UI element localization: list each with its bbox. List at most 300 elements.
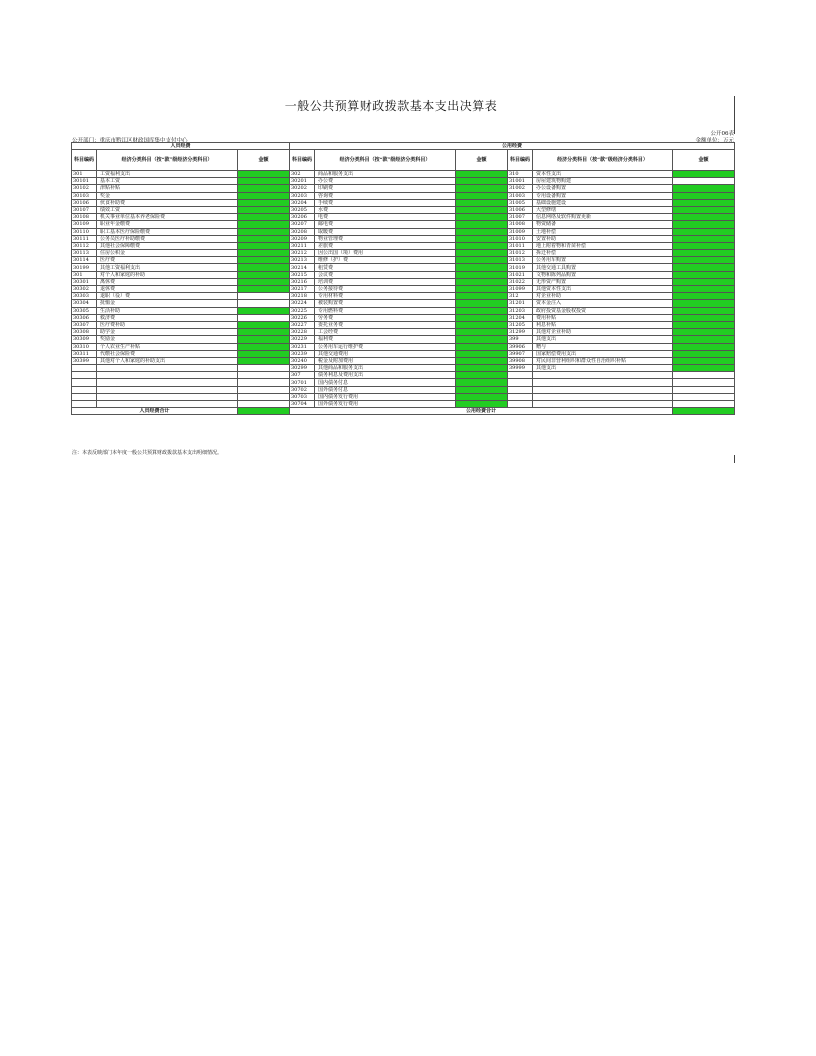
table-row — [72, 214, 735, 221]
cell-code: 30204 — [290, 199, 315, 206]
cell-name — [533, 372, 673, 379]
cell-amount — [456, 192, 508, 199]
header-name: 经济分类科目（按“款”级经济分类科目） — [97, 150, 238, 171]
cell-name: 基本工资 — [97, 178, 238, 185]
cell-amount — [673, 321, 735, 328]
cell-amount — [238, 343, 290, 350]
cell-code: 31204 — [508, 314, 533, 321]
cell-name: 劳务费 — [315, 314, 456, 321]
table-row — [72, 257, 735, 264]
personnel-total-label: 人员经费合计 — [72, 408, 238, 415]
cell-name: 其他对企业补助 — [533, 329, 673, 336]
cell-amount — [673, 343, 735, 350]
cell-code: 31006 — [508, 206, 533, 213]
cell-amount — [456, 242, 508, 249]
cell-amount — [673, 271, 735, 278]
table-row — [72, 264, 735, 271]
cell-name: 退职（役）费 — [97, 293, 238, 300]
cell-amount — [238, 221, 290, 228]
cell-amount — [238, 242, 290, 249]
cell-code — [508, 372, 533, 379]
cell-name: 租赁费 — [315, 264, 456, 271]
cell-name — [97, 393, 238, 400]
cell-code: 30208 — [290, 228, 315, 235]
cell-code: 30110 — [72, 228, 97, 235]
cell-amount — [238, 286, 290, 293]
header-code: 科目编码 — [508, 150, 533, 171]
cell-name: 被装购置费 — [315, 300, 456, 307]
cell-amount — [238, 228, 290, 235]
cell-name — [97, 401, 238, 408]
cell-name: 物资储备 — [533, 221, 673, 228]
cell-name: 国家赔偿费用支出 — [533, 350, 673, 357]
cell-code: 30308 — [72, 329, 97, 336]
cell-code: 39999 — [508, 365, 533, 372]
cell-code: 31005 — [508, 199, 533, 206]
table-row — [72, 278, 735, 285]
cell-code: 39907 — [508, 350, 533, 357]
cell-name: 政府投资基金股权投资 — [533, 307, 673, 314]
cell-name: 机关事业单位基本养老保险费 — [97, 214, 238, 221]
cell-code: 30203 — [290, 192, 315, 199]
cell-name: 会议费 — [315, 271, 456, 278]
org-label: 公开部门：重庆市黔江区财政国库集中支付中心 — [72, 138, 188, 144]
cell-name: 物业管理费 — [315, 235, 456, 242]
cell-code — [72, 401, 97, 408]
cell-code: 30304 — [72, 300, 97, 307]
table-row — [72, 171, 735, 178]
table-row — [72, 343, 735, 350]
cell-name: 公务用车运行维护费 — [315, 343, 456, 350]
cell-amount — [673, 379, 735, 386]
cell-amount — [673, 393, 735, 400]
cell-code: 30228 — [290, 329, 315, 336]
cell-amount — [238, 178, 290, 185]
cell-name: 离休费 — [97, 278, 238, 285]
cell-name: 差旅费 — [315, 242, 456, 249]
table-row — [72, 228, 735, 235]
cell-name: 印刷费 — [315, 185, 456, 192]
cell-amount — [238, 257, 290, 264]
cell-code — [72, 386, 97, 393]
cell-name: 咨询费 — [315, 192, 456, 199]
expenditure-table — [71, 142, 735, 415]
cell-name: 无形资产购置 — [533, 278, 673, 285]
cell-amount — [456, 393, 508, 400]
cell-amount — [238, 321, 290, 328]
cell-amount — [456, 401, 508, 408]
cell-name: 邮电费 — [315, 221, 456, 228]
cell-code: 30240 — [290, 357, 315, 364]
cell-amount — [673, 286, 735, 293]
cell-name: 债务利息及费用支出 — [315, 372, 456, 379]
header-code: 科目编码 — [72, 150, 97, 171]
cell-name — [533, 379, 673, 386]
cell-amount — [456, 199, 508, 206]
cell-code: 30399 — [72, 357, 97, 364]
cell-amount — [673, 250, 735, 257]
cell-code: 31008 — [508, 221, 533, 228]
cell-name: 其他支出 — [533, 336, 673, 343]
cell-amount — [456, 300, 508, 307]
table-row — [72, 250, 735, 257]
cell-name: 办公设备购置 — [533, 185, 673, 192]
table-row — [72, 365, 735, 372]
cell-amount — [456, 386, 508, 393]
cell-amount — [238, 300, 290, 307]
cell-amount — [673, 336, 735, 343]
cell-amount — [238, 307, 290, 314]
cell-code: 30207 — [290, 221, 315, 228]
cell-name: 津贴补贴 — [97, 185, 238, 192]
cell-amount — [673, 185, 735, 192]
cell-code: 31010 — [508, 235, 533, 242]
cell-name: 专用燃料费 — [315, 307, 456, 314]
cell-amount — [673, 228, 735, 235]
header-amount: 金额 — [673, 150, 735, 171]
cell-name: 代缴社会保险费 — [97, 350, 238, 357]
cell-code: 30229 — [290, 336, 315, 343]
table-row — [72, 393, 735, 400]
cell-code: 30703 — [290, 393, 315, 400]
cell-name: 生活补助 — [97, 307, 238, 314]
header-name: 经济分类科目（按“款”级经济分类科目） — [315, 150, 456, 171]
section-personnel: 人员经费 — [72, 143, 290, 150]
cell-code: 30309 — [72, 336, 97, 343]
cell-code: 30214 — [290, 264, 315, 271]
cell-amount — [456, 185, 508, 192]
cell-code: 30102 — [72, 185, 97, 192]
cell-code: 399 — [508, 336, 533, 343]
cell-code: 302 — [290, 171, 315, 178]
cell-code: 31007 — [508, 214, 533, 221]
cell-code: 31011 — [508, 242, 533, 249]
public-total-value — [673, 408, 735, 415]
section-public: 公用经费 — [290, 143, 735, 150]
cell-name: 公务接待费 — [315, 286, 456, 293]
cell-code: 30101 — [72, 178, 97, 185]
cell-code: 30106 — [72, 199, 97, 206]
cell-code: 30211 — [290, 242, 315, 249]
cell-code: 30306 — [72, 314, 97, 321]
cell-amount — [238, 314, 290, 321]
cell-amount — [238, 278, 290, 285]
table-row — [72, 192, 735, 199]
cell-name: 专用材料费 — [315, 293, 456, 300]
cell-code: 31022 — [508, 278, 533, 285]
cell-code: 30302 — [72, 286, 97, 293]
cell-code — [508, 393, 533, 400]
cell-code: 30301 — [72, 278, 97, 285]
cell-code: 30226 — [290, 314, 315, 321]
cell-amount — [673, 357, 735, 364]
cell-code: 30108 — [72, 214, 97, 221]
cell-code: 30206 — [290, 214, 315, 221]
cell-name: 赠与 — [533, 343, 673, 350]
cell-amount — [673, 264, 735, 271]
cell-name — [533, 393, 673, 400]
cell-name: 对个人和家庭的补助 — [97, 271, 238, 278]
cell-code: 30212 — [290, 250, 315, 257]
cell-name: 信息网络及软件购置更新 — [533, 214, 673, 221]
cell-name: 房屋建筑物购建 — [533, 178, 673, 185]
personnel-total-value — [238, 408, 290, 415]
cell-code: 307 — [290, 372, 315, 379]
cell-name: 其他交通工具购置 — [533, 264, 673, 271]
table-row — [72, 350, 735, 357]
cell-code — [72, 372, 97, 379]
table-row — [72, 372, 735, 379]
cell-amount — [673, 242, 735, 249]
cell-code: 30213 — [290, 257, 315, 264]
cell-amount — [238, 365, 290, 372]
table-row — [72, 300, 735, 307]
report-title: 一般公共预算财政拨款基本支出决算表 — [284, 99, 498, 113]
cell-code — [508, 386, 533, 393]
cell-code: 30231 — [290, 343, 315, 350]
cell-name: 奖金 — [97, 192, 238, 199]
cell-code: 31299 — [508, 329, 533, 336]
header-amount: 金额 — [238, 150, 290, 171]
footnote: 注：本表反映部门本年度一般公共预算财政拨款基本支出明细情况。 — [72, 450, 223, 456]
cell-amount — [456, 357, 508, 364]
cell-name: 委托业务费 — [315, 321, 456, 328]
cell-name: 抚恤金 — [97, 300, 238, 307]
cell-code: 39906 — [508, 343, 533, 350]
table-row — [72, 286, 735, 293]
cell-amount — [673, 278, 735, 285]
cell-name: 税金及附加费用 — [315, 357, 456, 364]
cell-code: 30109 — [72, 221, 97, 228]
cell-amount — [673, 214, 735, 221]
cell-name: 职工基本医疗保险缴费 — [97, 228, 238, 235]
cell-name: 公务员医疗补助缴费 — [97, 235, 238, 242]
cell-name: 维修（护）费 — [315, 257, 456, 264]
cell-name — [97, 365, 238, 372]
cell-code: 31009 — [508, 228, 533, 235]
cell-amount — [456, 171, 508, 178]
cell-code: 30202 — [290, 185, 315, 192]
cell-amount — [673, 199, 735, 206]
cell-code: 30701 — [290, 379, 315, 386]
cell-name: 费用补贴 — [533, 314, 673, 321]
cell-code — [72, 365, 97, 372]
cell-amount — [238, 185, 290, 192]
table-row — [72, 242, 735, 249]
cell-name — [533, 401, 673, 408]
cell-name: 安置补助 — [533, 235, 673, 242]
table-row — [72, 314, 735, 321]
table-row — [72, 293, 735, 300]
cell-code: 312 — [508, 293, 533, 300]
cell-code: 30217 — [290, 286, 315, 293]
cell-name: 国外债务发行费用 — [315, 401, 456, 408]
cell-code: 30112 — [72, 242, 97, 249]
cell-name — [533, 386, 673, 393]
cell-name — [97, 372, 238, 379]
cell-name: 退休费 — [97, 286, 238, 293]
cell-name: 对企业补助 — [533, 293, 673, 300]
cell-amount — [238, 379, 290, 386]
unit-label: 金额单位：万元 — [695, 138, 734, 144]
cell-name: 医疗费补助 — [97, 321, 238, 328]
cell-code: 30113 — [72, 250, 97, 257]
cell-amount — [238, 329, 290, 336]
cell-amount — [673, 350, 735, 357]
cell-amount — [456, 314, 508, 321]
cell-name: 住房公积金 — [97, 250, 238, 257]
cell-amount — [673, 171, 735, 178]
cell-amount — [456, 372, 508, 379]
cell-code — [508, 379, 533, 386]
cell-code: 30199 — [72, 264, 97, 271]
cell-amount — [456, 329, 508, 336]
cell-amount — [238, 357, 290, 364]
cell-amount — [673, 365, 735, 372]
table-row — [72, 386, 735, 393]
table-row — [72, 321, 735, 328]
cell-name — [97, 386, 238, 393]
cell-name: 个人农业生产补贴 — [97, 343, 238, 350]
table-row — [72, 221, 735, 228]
cell-amount — [238, 393, 290, 400]
cell-name: 工资福利支出 — [97, 171, 238, 178]
cell-name: 取暖费 — [315, 228, 456, 235]
cell-code: 30299 — [290, 365, 315, 372]
cell-amount — [456, 235, 508, 242]
cell-code: 30216 — [290, 278, 315, 285]
cell-amount — [456, 206, 508, 213]
header-name: 经济分类科目（按“款”级经济分类科目） — [533, 150, 673, 171]
header-code: 科目编码 — [290, 150, 315, 171]
cell-code: 31201 — [508, 300, 533, 307]
cell-name: 其他资本性支出 — [533, 286, 673, 293]
cell-code: 30107 — [72, 206, 97, 213]
cell-amount — [456, 257, 508, 264]
cell-name: 基础设施建设 — [533, 199, 673, 206]
cell-amount — [673, 386, 735, 393]
cell-code: 30215 — [290, 271, 315, 278]
cell-code: 30114 — [72, 257, 97, 264]
cell-code: 30303 — [72, 293, 97, 300]
cell-name: 文物和陈列品购置 — [533, 271, 673, 278]
right-margin-rule-bottom — [734, 455, 735, 463]
cell-name: 大型修缮 — [533, 206, 673, 213]
cell-code: 31013 — [508, 257, 533, 264]
section-header-row — [72, 143, 735, 150]
table-row — [72, 185, 735, 192]
cell-name: 其他交通费用 — [315, 350, 456, 357]
cell-amount — [456, 214, 508, 221]
cell-name: 奖励金 — [97, 336, 238, 343]
cell-code: 30111 — [72, 235, 97, 242]
cell-code: 30218 — [290, 293, 315, 300]
cell-code: 30307 — [72, 321, 97, 328]
cell-code: 31203 — [508, 307, 533, 314]
table-row — [72, 401, 735, 408]
cell-name: 专用设备购置 — [533, 192, 673, 199]
cell-name: 伙食补助费 — [97, 199, 238, 206]
cell-amount — [238, 372, 290, 379]
cell-name: 办公费 — [315, 178, 456, 185]
cell-name: 其他支出 — [533, 365, 673, 372]
cell-name: 因公出国（境）费用 — [315, 250, 456, 257]
right-margin-rule-top — [734, 96, 735, 134]
cell-code: 30310 — [72, 343, 97, 350]
cell-code — [72, 393, 97, 400]
cell-name: 工会经费 — [315, 329, 456, 336]
cell-name: 对民间非营利组织和群众性自治组织补贴 — [533, 357, 673, 364]
cell-code: 30205 — [290, 206, 315, 213]
table-row — [72, 336, 735, 343]
cell-amount — [456, 379, 508, 386]
cell-code: 310 — [508, 171, 533, 178]
cell-code: 30305 — [72, 307, 97, 314]
cell-code: 31099 — [508, 286, 533, 293]
cell-code: 30103 — [72, 192, 97, 199]
cell-amount — [456, 286, 508, 293]
cell-code — [508, 401, 533, 408]
cell-amount — [238, 264, 290, 271]
cell-name: 培训费 — [315, 278, 456, 285]
cell-name: 国外债务付息 — [315, 386, 456, 393]
form-code: 公开06表 — [710, 131, 734, 137]
cell-amount — [238, 192, 290, 199]
column-header-row — [72, 150, 735, 171]
cell-code: 30227 — [290, 321, 315, 328]
cell-amount — [673, 372, 735, 379]
cell-name: 国内债务发行费用 — [315, 393, 456, 400]
cell-code: 30201 — [290, 178, 315, 185]
cell-code: 39908 — [508, 357, 533, 364]
cell-name: 资本性支出 — [533, 171, 673, 178]
cell-amount — [238, 271, 290, 278]
table-row — [72, 329, 735, 336]
cell-code: 31003 — [508, 192, 533, 199]
cell-name: 其他社会保障缴费 — [97, 242, 238, 249]
cell-name: 电费 — [315, 214, 456, 221]
cell-code: 31002 — [508, 185, 533, 192]
cell-amount — [456, 307, 508, 314]
cell-amount — [673, 300, 735, 307]
cell-code: 31205 — [508, 321, 533, 328]
table-row — [72, 307, 735, 314]
cell-name: 助学金 — [97, 329, 238, 336]
cell-amount — [673, 257, 735, 264]
cell-amount — [238, 350, 290, 357]
cell-name: 水费 — [315, 206, 456, 213]
cell-code: 301 — [72, 171, 97, 178]
cell-name: 手续费 — [315, 199, 456, 206]
cell-amount — [456, 343, 508, 350]
cell-code — [72, 379, 97, 386]
cell-amount — [456, 221, 508, 228]
totals-row — [72, 408, 735, 415]
cell-amount — [238, 336, 290, 343]
table-row — [72, 199, 735, 206]
cell-amount — [673, 329, 735, 336]
cell-code: 31012 — [508, 250, 533, 257]
header-amount: 金额 — [456, 150, 508, 171]
cell-amount — [238, 171, 290, 178]
public-total-label: 公用经费合计 — [290, 408, 673, 415]
cell-code: 30224 — [290, 300, 315, 307]
cell-name: 其他商品和服务支出 — [315, 365, 456, 372]
cell-code: 30225 — [290, 307, 315, 314]
cell-name: 拆迁补偿 — [533, 250, 673, 257]
cell-amount — [238, 401, 290, 408]
cell-amount — [238, 214, 290, 221]
